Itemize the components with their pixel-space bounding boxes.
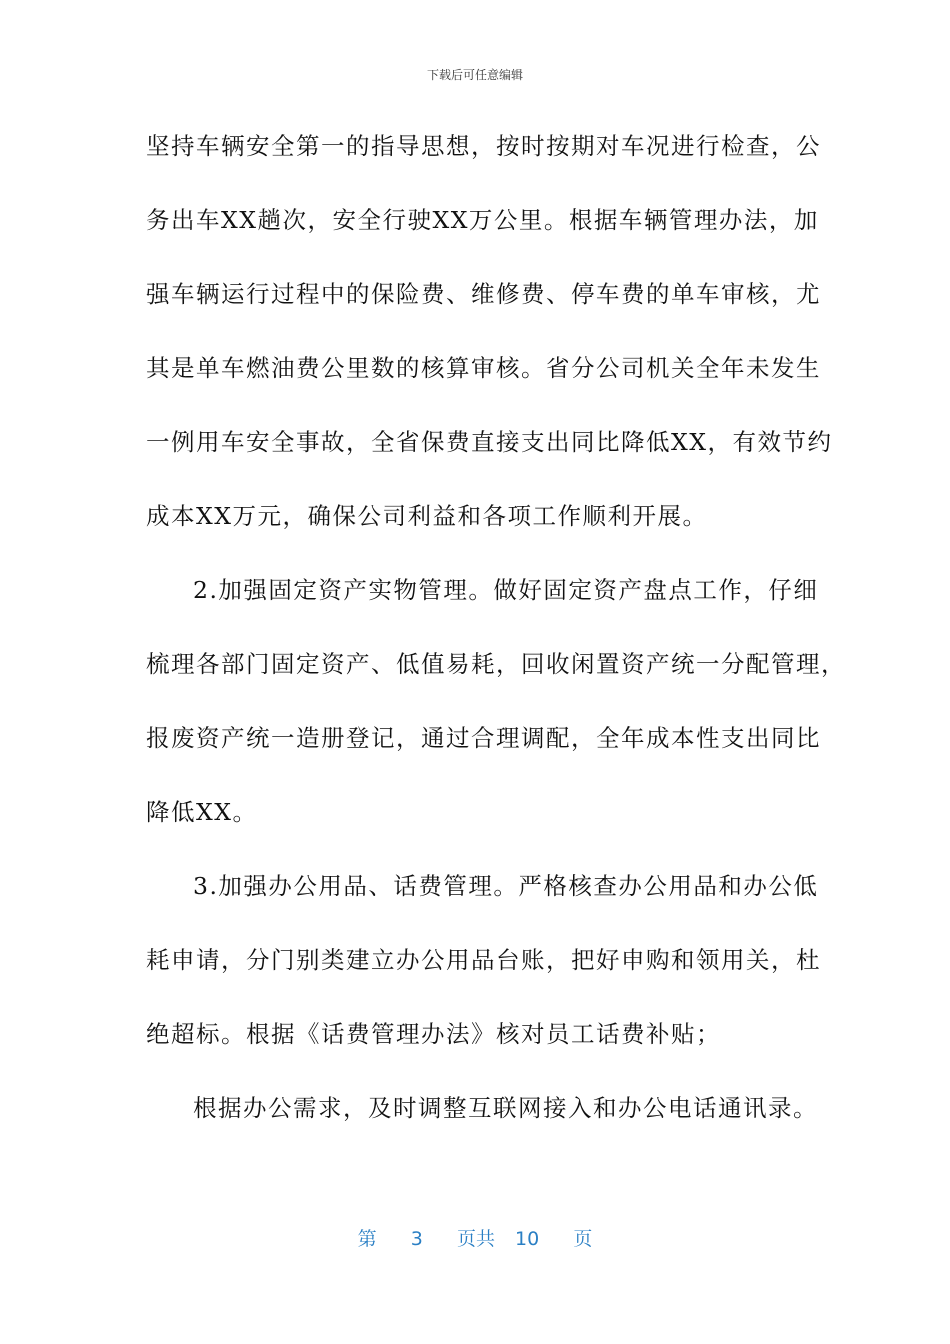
paragraph-start-line: 3.加强办公用品、话费管理。严格核查办公用品和办公低 [193,872,819,900]
text-line: 降低XX。 [146,798,258,826]
text-line: 耗申请，分门别类建立办公用品台账，把好申购和领用关，杜 [146,946,821,974]
paragraph-start-line: 根据办公需求，及时调整互联网接入和办公电话通讯录。 [193,1094,818,1122]
page-header: 下载后可任意编辑 [426,68,523,82]
text-line: 成本XX万元，确保公司利益和各项工作顺利开展。 [146,502,708,530]
document-body [146,126,846,1162]
text-line: 绝超标。根据《话费管理办法》核对员工话费补贴； [146,1020,721,1048]
footer-middle: 页共 [456,1228,495,1250]
footer-suffix: 页 [573,1228,593,1250]
text-line: 强车辆运行过程中的保险费、维修费、停车费的单车审核，尤 [146,280,821,308]
footer-prefix: 第 [357,1228,377,1250]
paragraph-start-line: 2.加强固定资产实物管理。做好固定资产盘点工作，仔细 [193,576,819,604]
text-line: 其是单车燃油费公里数的核算审核。省分公司机关全年未发生 [146,354,821,382]
current-page-number: 3 [410,1228,423,1250]
text-line: 梳理各部门固定资产、低值易耗，回收闲置资产统一分配管理， [146,650,846,678]
text-line: 报废资产统一造册登记，通过合理调配，全年成本性支出同比 [146,724,821,752]
text-line: 一例用车安全事故，全省保费直接支出同比降低XX，有效节约 [146,428,833,456]
text-line: 坚持车辆安全第一的指导思想，按时按期对车况进行检查，公 [146,132,821,160]
text-line: 务出车XX趟次，安全行驶XX万公里。根据车辆管理办法，加 [146,206,819,234]
total-pages-number: 10 [515,1228,540,1250]
page-footer [0,1224,950,1251]
